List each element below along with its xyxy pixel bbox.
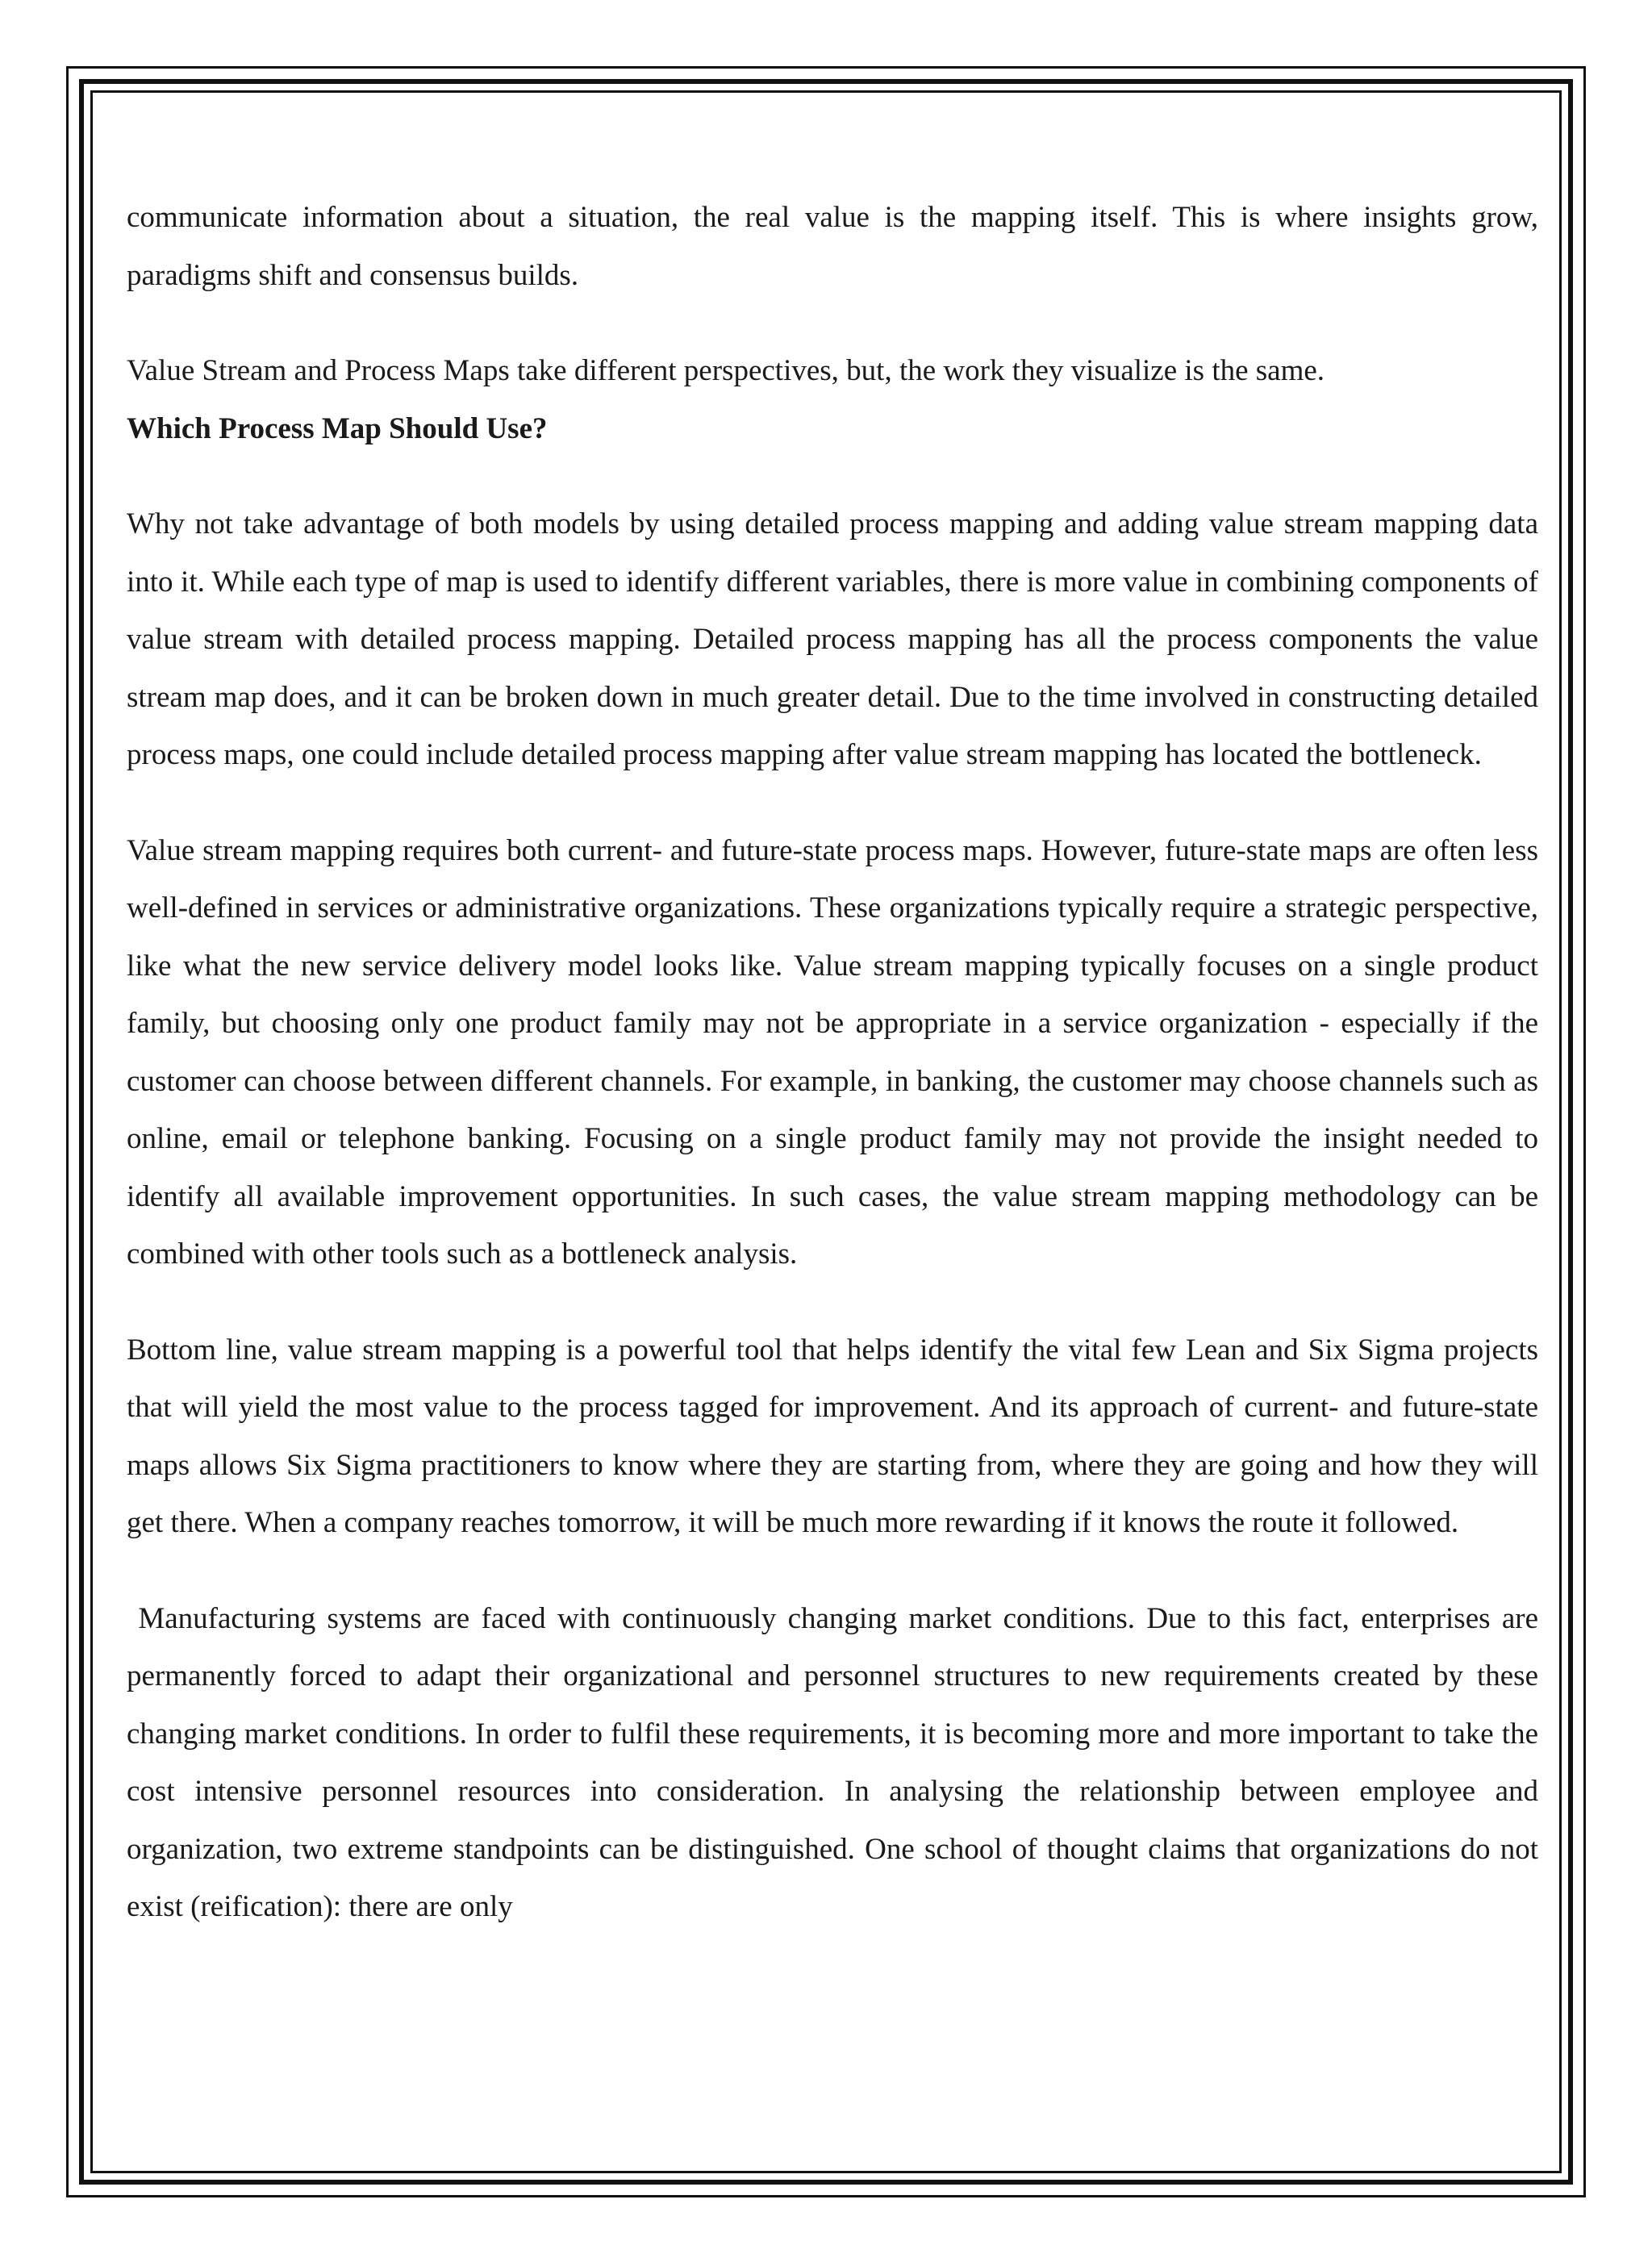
document-body	[127, 189, 1546, 1936]
section-heading: Which Process Map Should Use?	[127, 411, 548, 445]
paragraph-bottom-line: Bottom line, value stream mapping is a powerful tool that helps identify the vital few Lean and Six Sigma projects that will yield the most value to the process tagged for improvement. And its approach of current- and future-state maps allows Six Sigma practitioners to know where they are starting from, where they are going and how they will get there. When a company reaches tomorrow, it will be much more rewarding if it knows the route it followed.	[127, 1333, 1538, 1539]
paragraph-manufacturing: Manufacturing systems are faced with continuously changing market conditions. Due to this fact, enterprises are permanently forced to adapt their organizational and personnel structures to new requirements created by these changing market conditions. In order to fulfil these requirements, it is becoming more and more important to take the cost intensive personnel resources into consideration. In analysing the relationship between employee and organization, two extreme standpoints can be distinguished. One school of thought claims that organizations do not exist (reification): there are only	[127, 1601, 1546, 1923]
paragraph-future-state: Value stream mapping requires both current- and future-state process maps. However, future-state maps are often less well-defined in services or administrative organizations. These organizations typically require a strategic perspective, like what the new service delivery model looks like. Value stream mapping typically focuses on a single product family, but choosing only one product family may not be appropriate in a service organization - especially if the customer can choose between different channels. For example, in banking, the customer may choose channels such as online, email or telephone banking. Focusing on a single product family may not provide the insight needed to identify all available improvement opportunities. In such cases, the value stream mapping methodology can be combined with other tools such as a bottleneck analysis.	[127, 833, 1538, 1271]
paragraph-both-models: Why not take advantage of both models by using detailed process mapping and adding value stream mapping data into it. While each type of map is used to identify different variables, there is more value in combining components of value stream with detailed process mapping. Detailed process mapping has all the process components the value stream map does, and it can be broken down in much greater detail. Due to the time involved in constructing detailed process maps, one could include detailed process mapping after value stream mapping has located the bottleneck.	[127, 507, 1538, 771]
paragraph-mapping-value: communicate information about a situation, the real value is the mapping itself. This is where insights grow, paradigms shift and consensus builds.	[127, 201, 1538, 292]
paragraph-perspectives: Value Stream and Process Maps take different perspectives, but, the work they visualize is the same.	[127, 354, 1325, 387]
